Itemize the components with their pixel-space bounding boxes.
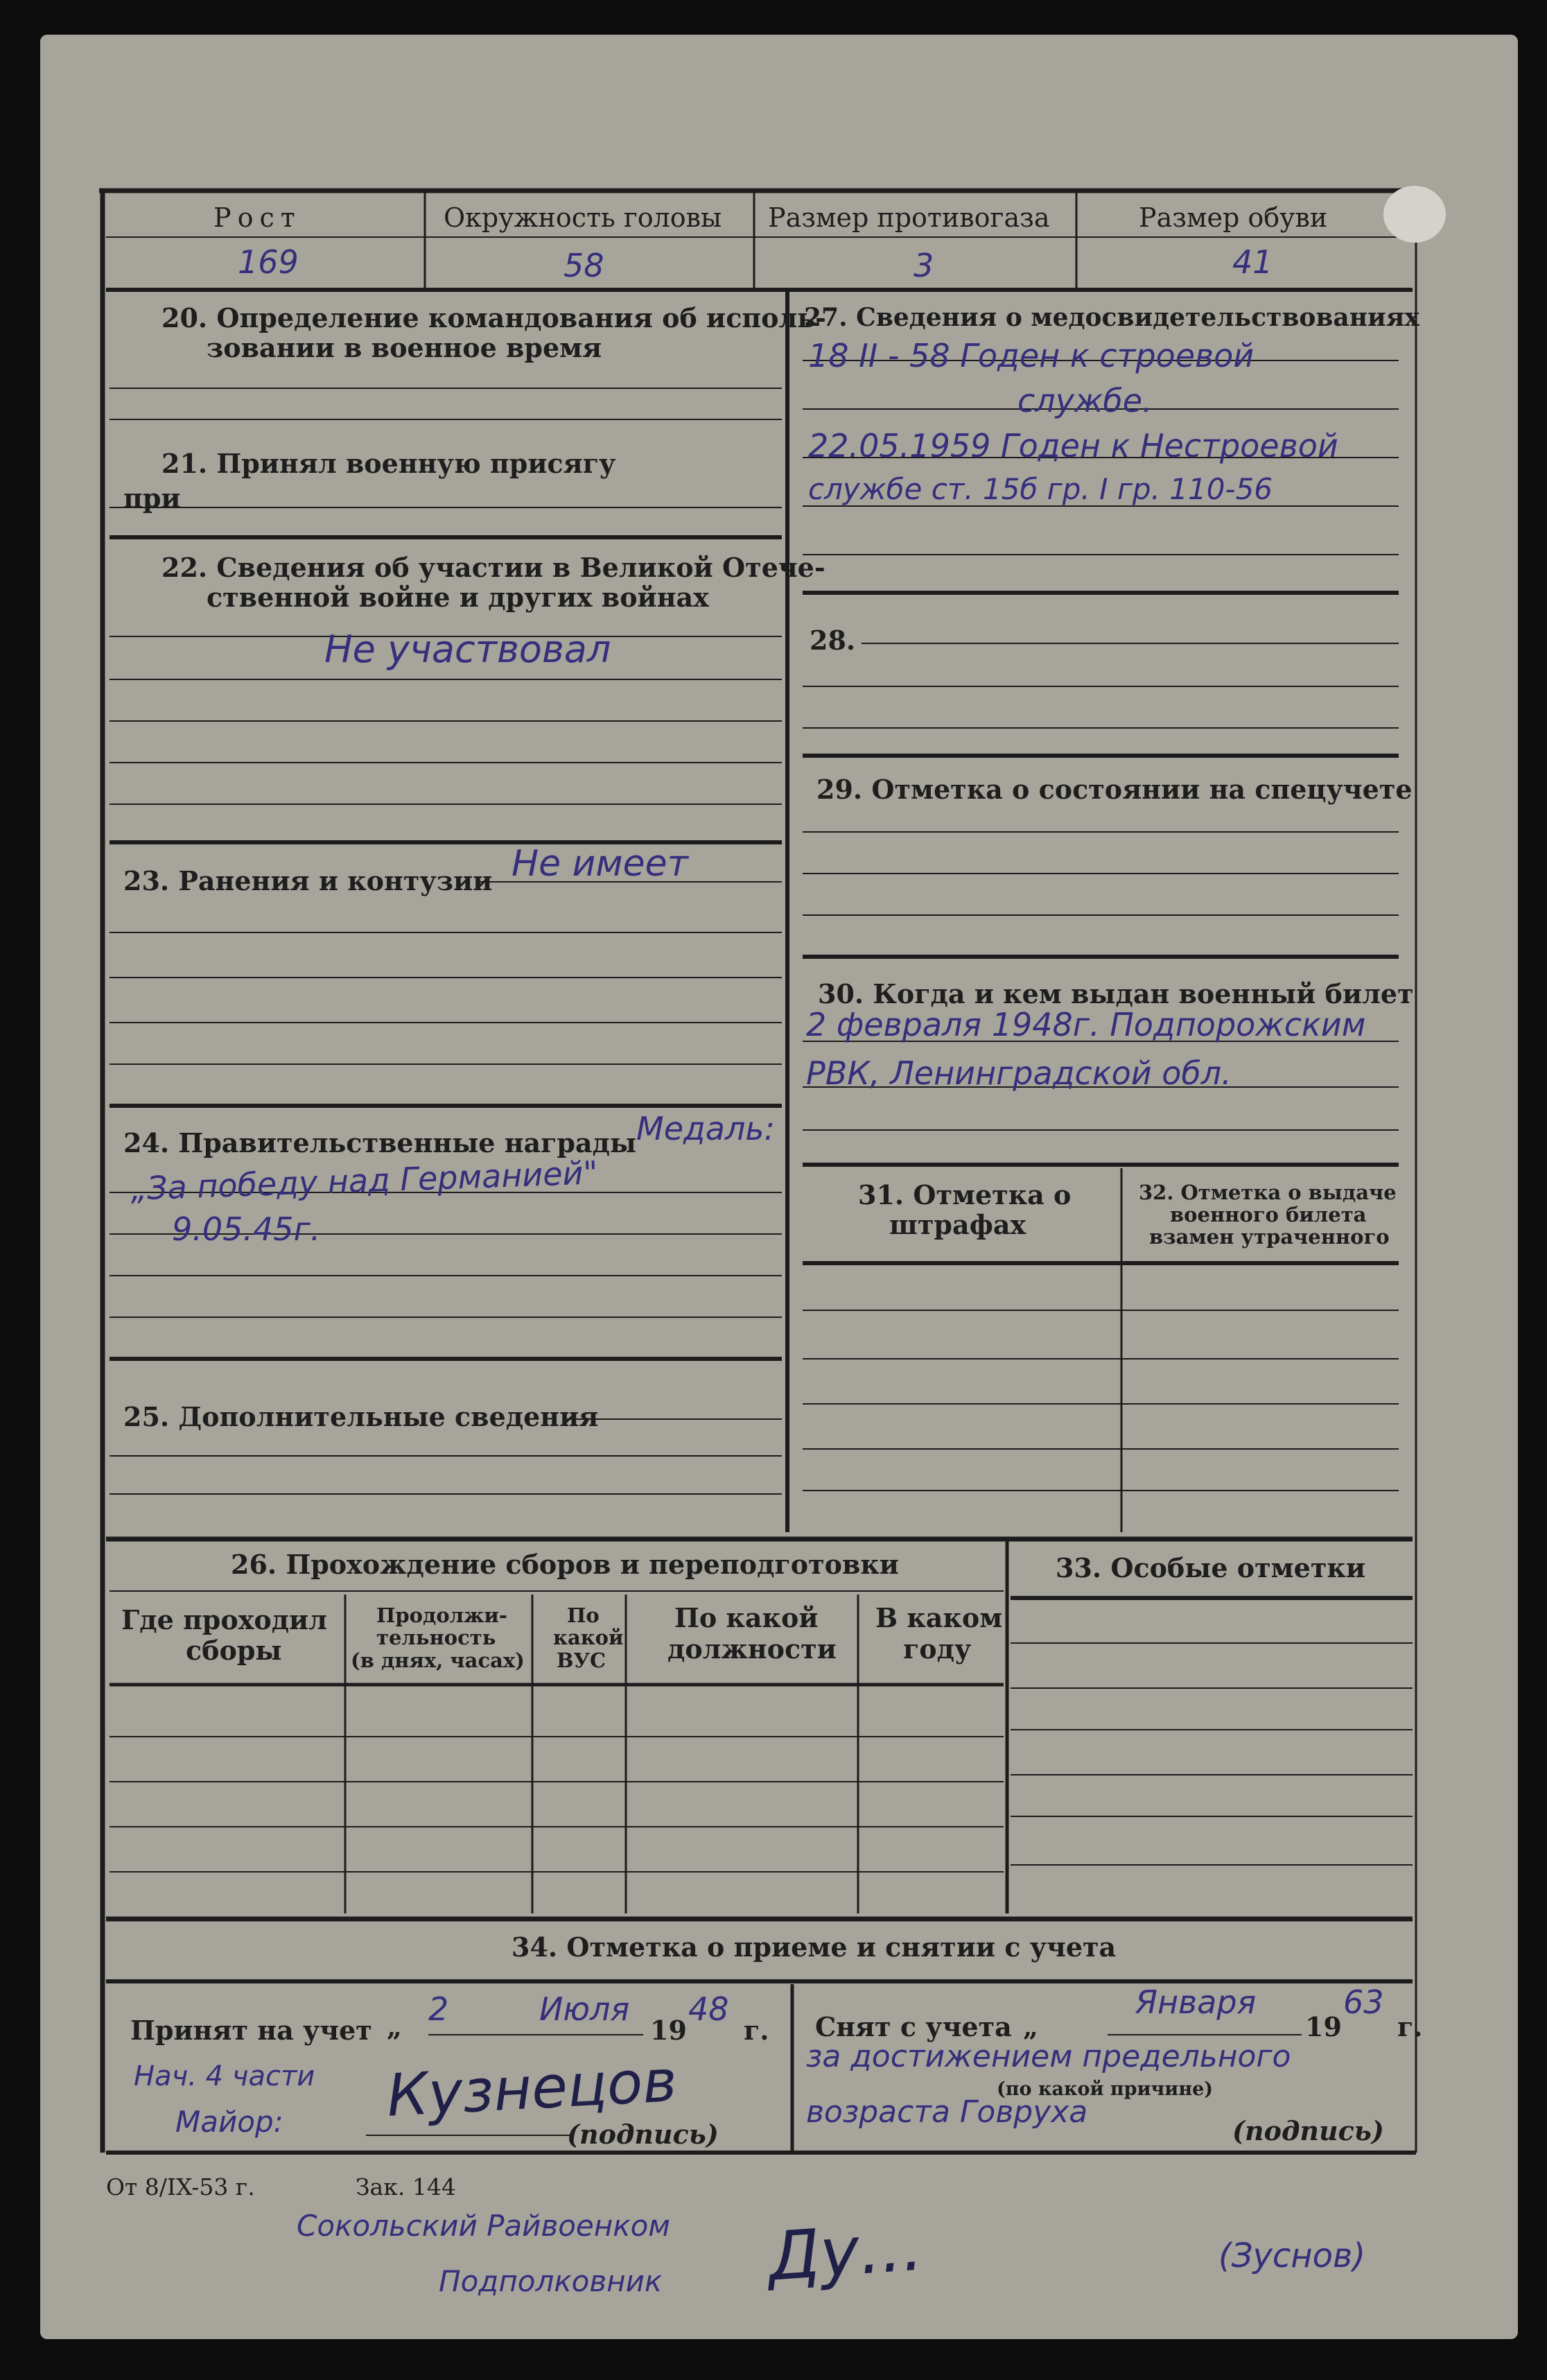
col2-line3: (в днях, часах) (351, 1649, 525, 1672)
removed-year-suffix: г. (1397, 2011, 1423, 2042)
head-label: Окружность головы (444, 202, 722, 233)
col3-line2: какой (553, 1626, 624, 1649)
col5-line1: В каком (875, 1602, 1003, 1633)
accepted-quote: „ (387, 2011, 402, 2042)
s32-line1: 32. Отметка о выдаче (1139, 1181, 1397, 1204)
officer-name: (Зуснов) (1218, 2236, 1366, 2275)
s28-label: 28. (810, 625, 856, 656)
s32-line2: военного билета (1170, 1203, 1367, 1226)
signature1-caption: (подпись) (567, 2119, 719, 2150)
accepted-day: 2 (428, 1990, 449, 2028)
special-title: 33. Особые отметки (1056, 1552, 1366, 1583)
s30-value2: РВК, Ленинградской обл. (806, 1054, 1232, 1092)
accepted-label: Принят на учет (130, 2015, 372, 2046)
s30-label: 30. Когда и кем выдан военный билет (818, 978, 1414, 1009)
s22-line2: ственной войне и других войнах (207, 582, 709, 613)
col3-line3: ВУС (557, 1649, 606, 1672)
s27-value3: 22.05.1959 Годен к Нестроевой (808, 427, 1338, 464)
s27-value2: службе. (1017, 382, 1153, 419)
s21-line1: 21. Принял военную присягу (161, 448, 616, 479)
s31-line1: 31. Отметка о (858, 1179, 1072, 1210)
accepted-year-prefix: 19 (650, 2015, 687, 2046)
accepted-month: Июля (539, 1990, 630, 2028)
gasmask-label: Размер противогаза (768, 202, 1050, 233)
col4-line1: По какой (674, 1602, 819, 1633)
registration-title: 34. Отметка о приеме и снятии с учета (512, 1931, 1117, 1963)
office-line2: Подполковник (439, 2264, 663, 2298)
col4-line2: должности (667, 1633, 837, 1665)
removed-year: 63 (1343, 1983, 1384, 2021)
signature-3: Ду... (765, 2207, 925, 2296)
s23-label: 23. Ранения и контузии (123, 865, 493, 896)
col1-line1: Где проходил (121, 1604, 328, 1635)
s27-label: 27. Сведения о медосвидетельствованиях (804, 303, 1419, 332)
rost-value: 169 (238, 243, 299, 281)
print-date: От 8/IX-53 г. (106, 2173, 255, 2200)
removed-quote: „ (1023, 2011, 1038, 2042)
removed-reason2: возраста Говруха (806, 2094, 1088, 2130)
s32-line3: взамен утраченного (1149, 1225, 1390, 1249)
removed-reason: за достижением предельного (806, 2039, 1291, 2074)
s20-line2: зовании в военное время (207, 332, 602, 363)
s31-line2: штрафах (889, 1209, 1026, 1240)
s24-value1: Медаль: (636, 1110, 775, 1147)
removed-label: Снят с учета (815, 2011, 1012, 2042)
s20-line1: 20. Определение командования об исполь- (161, 302, 826, 333)
shoe-value: 41 (1232, 243, 1273, 281)
office-line1: Сокольский Райвоенком (297, 2209, 670, 2243)
removed-reason-caption: (по какой причине) (997, 2078, 1214, 2100)
s23-value: Не имеет (512, 843, 688, 885)
removed-year-prefix: 19 (1305, 2011, 1342, 2042)
removed-month: Января (1135, 1983, 1257, 2021)
col3-line1: По (567, 1604, 600, 1627)
s30-value1: 2 февраля 1948г. Подпорожским (806, 1006, 1366, 1043)
signature-1: Кузнецов (385, 2047, 679, 2130)
s24-value2: „За победу над Германией" (130, 1154, 599, 1208)
accepted-year-suffix: г. (744, 2015, 769, 2046)
accepted-year: 48 (688, 1990, 729, 2028)
gasmask-value: 3 (914, 247, 934, 284)
shoe-label: Размер обуви (1139, 202, 1328, 233)
s22-value: Не участвовал (324, 627, 611, 671)
col5-line2: году (903, 1633, 972, 1665)
s29-label: 29. Отметка о состоянии на спецучете (816, 774, 1413, 805)
rost-label: Рост (213, 202, 301, 233)
col2-line2: тельность (376, 1626, 496, 1649)
military-id-card (40, 35, 1518, 2339)
s27-value1: 18 II - 58 Годен к строевой (808, 337, 1255, 374)
col1-line2: сборы (186, 1635, 282, 1666)
print-order: Зак. 144 (356, 2173, 456, 2200)
col2-line1: Продолжи- (376, 1604, 507, 1627)
punch-hole (1383, 186, 1446, 243)
s22-line1: 22. Сведения об участии в Великой Отече- (161, 552, 825, 583)
s24-value3: 9.05.45г. (172, 1210, 321, 1248)
head-value: 58 (563, 247, 604, 284)
training-title: 26. Прохождение сборов и переподготовки (231, 1549, 899, 1580)
signer-title2: Майор: (175, 2105, 283, 2139)
signature2-caption: (подпись) (1232, 2115, 1384, 2146)
s21-line2: при (123, 483, 181, 514)
signer-title1: Нач. 4 части (134, 2060, 315, 2092)
s24-label: 24. Правительственные награды (123, 1127, 637, 1158)
s27-value4: службе ст. 15б гр. I гр. 110-56 (808, 472, 1273, 506)
s25-label: 25. Дополнительные сведения (123, 1401, 599, 1432)
